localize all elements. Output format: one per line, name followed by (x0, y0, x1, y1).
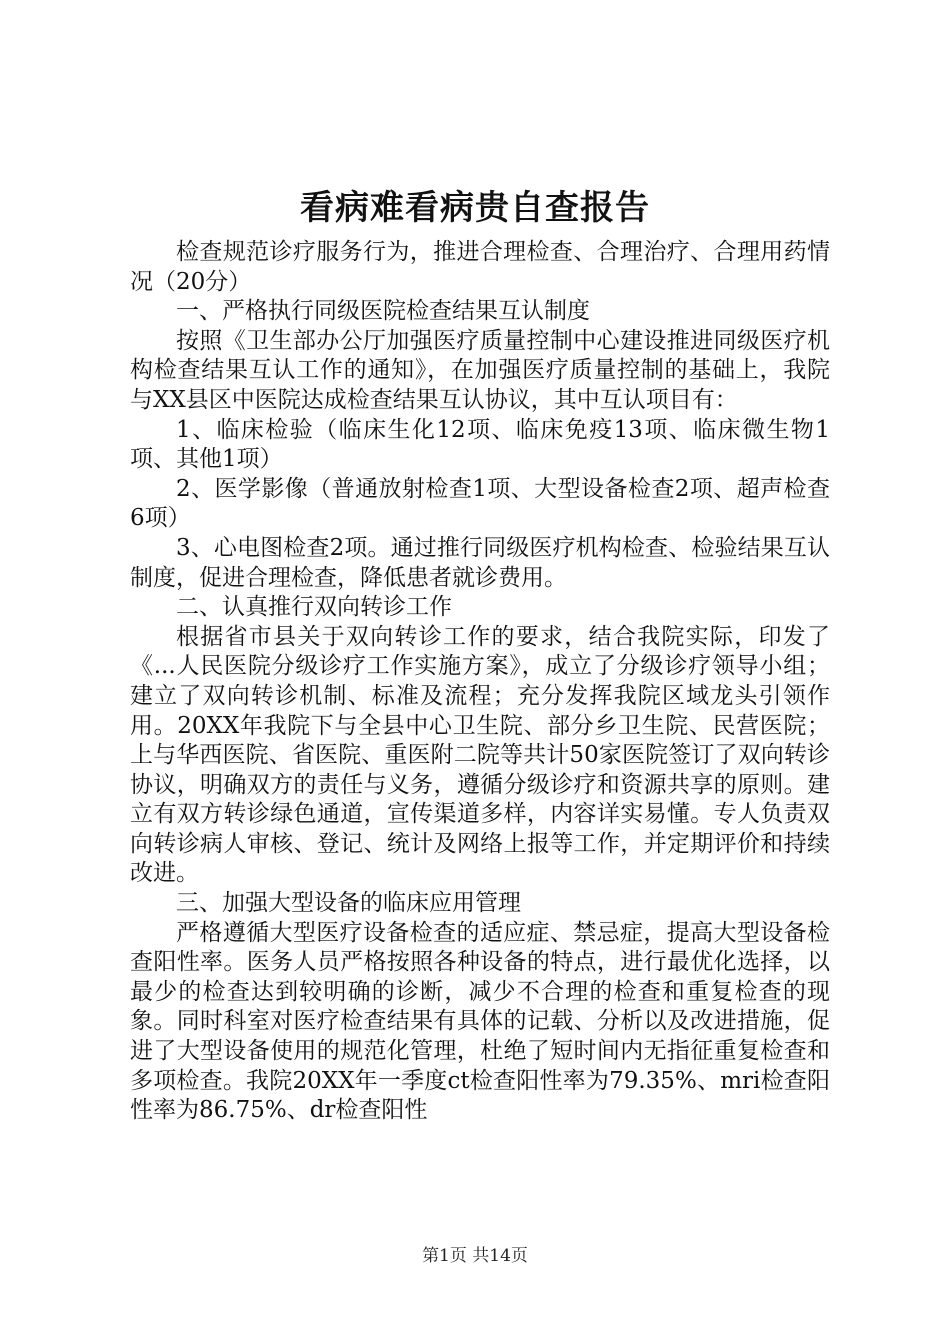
body-paragraph: 按照《卫生部办公厅加强医疗质量控制中心建设推进同级医疗机构检查结果互认工作的通知》，在加强医疗质量控制的基础上，我院与XX县区中医院达成检查结果互认协议，其中互认项目有： (130, 327, 830, 413)
section-heading-3: 三、加强大型设备的临床应用管理 (176, 890, 521, 917)
section-heading-1: 一、严格执行同级医院检查结果互认制度 (176, 298, 590, 325)
intro-paragraph: 检查规范诊疗服务行为，推进合理检查、合理治疗、合理用药情况（20分） (130, 239, 830, 295)
list-item-1: 1、临床检验（临床生化12项、临床免疫13项、临床微生物1项、其他1项） (130, 416, 830, 473)
body-paragraph: 根据省市县关于双向转诊工作的要求，结合我院实际，印发了《...人民医院分级诊疗工作实施方案》，成立了分级诊疗领导小组；建立了双向转诊机制、标准及流程；充分发挥我院区域龙头引领作用。20XX年我院下与全县中心卫生院、部分乡卫生院、民营医院；上与华西医院、省医院、重医附二院等共计50家医院签订了双向转诊协议，明确双方的责任与义务，遵循分级诊疗和资源共享的原则。建立有双方转诊绿色通道，宣传渠道多样，内容详实易懂。专人负责双向转诊病人审核、登记、统计及网络上报等工作，并定期评价和持续改进。 (130, 623, 830, 887)
document-body (130, 238, 830, 1126)
list-item-2: 2、医学影像（普通放射检查1项、大型设备检查2项、超声检查6项） (130, 475, 830, 532)
document-title: 看病难看病贵自查报告 (300, 188, 650, 228)
page-number-footer: 第1页 共14页 (422, 1246, 528, 1266)
section-heading-2: 二、认真推行双向转诊工作 (176, 594, 452, 621)
body-paragraph: 严格遵循大型医疗设备检查的适应症、禁忌症，提高大型设备检查阳性率。医务人员严格按照各种设备的特点，进行最优化选择，以最少的检查达到较明确的诊断，减少不合理的检查和重复检查的现象。同时科室对医疗检查结果有具体的记载、分析以及改进措施，促进了大型设备使用的规范化管理，杜绝了短时间内无指征重复检查和多项检查。我院20XX年一季度ct检查阳性率为79.35%、mri检查阳性率为86.75%、dr检查阳性 (130, 919, 830, 1124)
list-item-3: 3、心电图检查2项。通过推行同级医疗机构检查、检验结果互认制度，促进合理检查，降低患者就诊费用。 (130, 534, 830, 591)
